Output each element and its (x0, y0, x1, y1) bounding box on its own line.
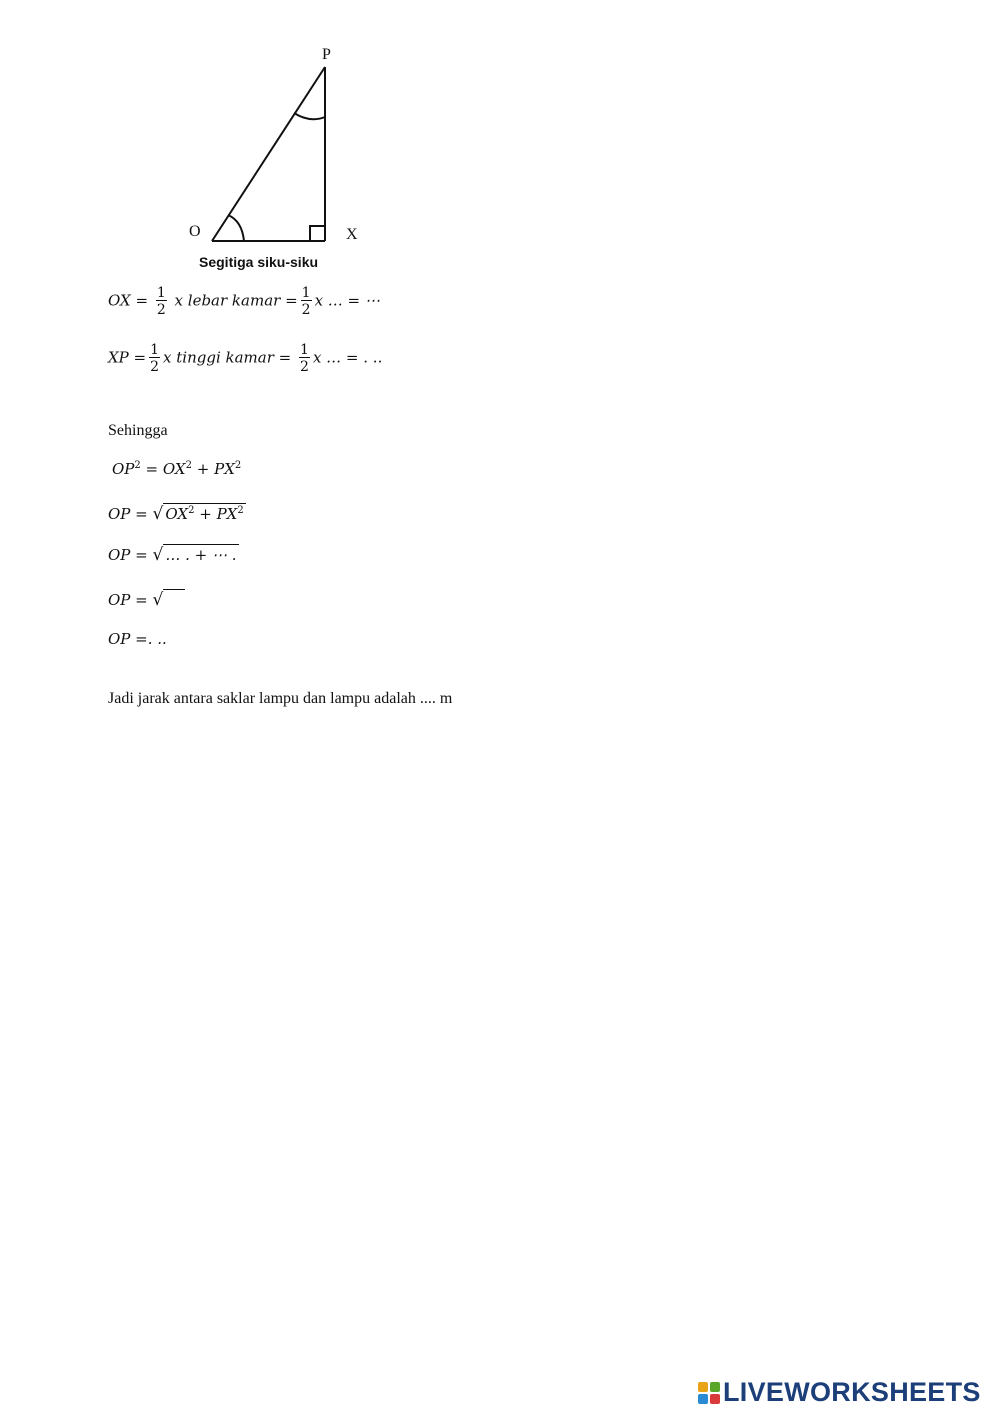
step3-lhs: OP = (108, 546, 148, 564)
sqrt-symbol: √ … . + ⋯ . (152, 545, 237, 565)
logo-icon (698, 1382, 720, 1404)
conclusion-text: Jadi jarak antara saklar lampu dan lampu adalah .... m (108, 690, 453, 707)
step1-exp-px: 2 (234, 460, 242, 471)
equation-ox-tail: x … = ⋯ (314, 291, 380, 310)
step2-exp-b: 2 (237, 505, 244, 516)
liveworksheets-logo (698, 1377, 981, 1408)
step2-radicand-a: OX (165, 505, 189, 523)
fraction-half (301, 286, 312, 317)
fraction-half (299, 343, 310, 374)
step3-radicand: … . + ⋯ . (165, 546, 237, 564)
fraction-denominator: 2 (150, 359, 160, 375)
step4-lhs: OP = (108, 591, 148, 609)
equation-ox (108, 286, 380, 317)
equation-xp-mid: x tinggi kamar = (163, 348, 292, 367)
step1-plus: + PX (196, 460, 235, 478)
vertex-x-label: X (346, 226, 358, 243)
diagram-caption: Segitiga siku-siku (199, 254, 319, 270)
logo-text: LIVEWORKSHEETS (723, 1377, 981, 1407)
step2-lhs: OP = (108, 505, 148, 523)
step2-radicand-b: + PX (199, 505, 238, 523)
fraction-half (156, 286, 167, 317)
sqrt-symbol: √ $OX^2 + PX^2$ (152, 504, 244, 524)
sehingga-text: Sehingga (108, 422, 168, 439)
fraction-denominator: 2 (156, 302, 166, 318)
vertex-p-label: P (322, 46, 331, 63)
equation-xp (108, 343, 382, 374)
equation-xp-tail: x … = . .. (312, 348, 383, 367)
step-sqrt-formula (108, 503, 246, 524)
logo-square-3 (698, 1394, 708, 1404)
step-pythagoras (112, 460, 241, 478)
fraction-half (149, 343, 160, 374)
step-result: OP =. .. (108, 630, 167, 648)
fraction-numerator: 1 (300, 342, 309, 358)
equation-xp-lhs: XP = (108, 348, 147, 367)
logo-square-1 (698, 1382, 708, 1392)
step2-exp-a: 2 (188, 505, 195, 516)
sqrt-symbol: √ (153, 589, 186, 610)
logo-square-4 (710, 1394, 720, 1404)
step-sqrt-empty (108, 589, 185, 610)
step1-lhs: OP (112, 460, 135, 478)
step-sqrt-values (108, 544, 239, 565)
step1-eq: = OX (145, 460, 186, 478)
angle-arc-o (228, 215, 244, 241)
fraction-numerator: 1 (156, 285, 166, 301)
step1-exp-lhs: 2 (134, 460, 141, 471)
equation-ox-lhs: OX = (108, 291, 149, 310)
step1-exp-ox: 2 (185, 460, 192, 471)
fraction-denominator: 2 (300, 359, 309, 375)
logo-square-2 (710, 1382, 720, 1392)
fraction-denominator: 2 (301, 302, 311, 318)
right-angle-mark (310, 226, 325, 241)
equation-ox-mid: x lebar kamar = (174, 291, 298, 310)
angle-arc-p (294, 113, 325, 119)
vertex-o-label: O (189, 223, 201, 240)
fraction-numerator: 1 (150, 342, 160, 358)
fraction-numerator: 1 (301, 285, 311, 301)
